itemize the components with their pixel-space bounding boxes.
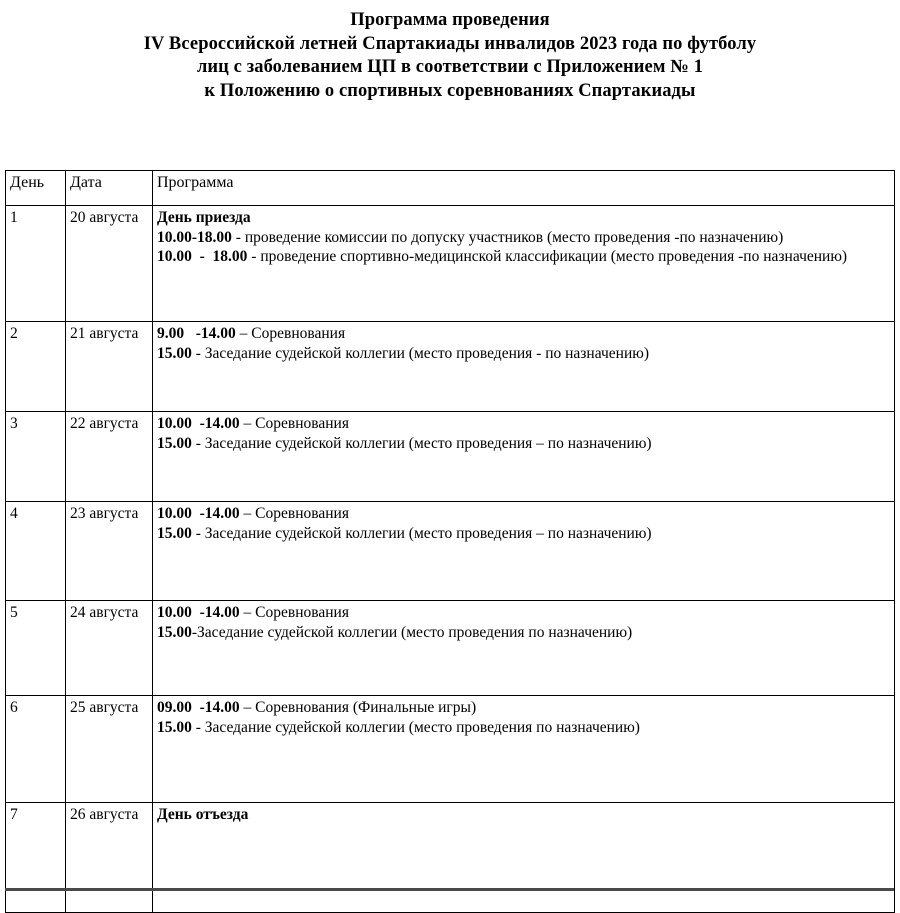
- cell-program: [153, 803, 895, 913]
- cell-day: 3: [6, 412, 66, 502]
- program-line-emphasis: 10.00 -14.00: [157, 505, 240, 522]
- cell-day: 6: [6, 696, 66, 803]
- cell-program: [153, 502, 895, 601]
- program-line: [157, 324, 891, 344]
- program-line-text: - проведение спортивно-медицинской классификации (место проведения -по назначению): [247, 248, 848, 265]
- table-row: [6, 412, 895, 502]
- program-line-text: – Соревнования: [235, 325, 346, 342]
- table-row: [6, 803, 895, 913]
- program-table-wrapper: [5, 170, 894, 913]
- program-line-text: - проведение комиссии по допуску участников (место проведения -по назначению): [231, 228, 784, 246]
- program-line-text: - Заседание судейской коллегии (место проведения - по назначению): [191, 344, 649, 362]
- cell-date: 23 августа: [66, 502, 153, 601]
- program-line: [157, 208, 891, 228]
- program-line-text: -Заседание судейской коллегии (место проведения по назначению): [191, 623, 633, 641]
- program-line-text: – Соревнования: [239, 415, 349, 432]
- program-line: [157, 718, 891, 738]
- cell-date: 22 августа: [66, 412, 153, 502]
- cell-program: [153, 601, 895, 696]
- program-line-emphasis: 10.00 -14.00: [157, 604, 240, 621]
- program-line-emphasis: 10.00 - 18.00: [157, 248, 248, 265]
- cell-program: [153, 322, 895, 412]
- title-line-4: к Положению о спортивных соревнованиях Спартакиады: [204, 80, 696, 101]
- program-line: [157, 247, 891, 267]
- program-line-text: – Соревнования: [239, 604, 349, 621]
- column-header-program: Программа: [153, 171, 895, 206]
- program-line-emphasis: 15.00: [157, 344, 192, 362]
- program-line-emphasis: 9.00 -14.00: [157, 325, 236, 342]
- program-line-emphasis: 15.00: [157, 524, 192, 542]
- program-line-text: - Заседание судейской коллегии (место проведения – по назначению): [191, 524, 652, 542]
- column-header-date: Дата: [66, 171, 153, 206]
- cell-date: 24 августа: [66, 601, 153, 696]
- table-row: [6, 206, 895, 322]
- program-line: [157, 504, 891, 524]
- program-line: [157, 344, 891, 364]
- title-line-3: лиц с заболеванием ЦП в соответствии с Приложением № 1: [196, 57, 704, 77]
- table-header: [6, 171, 895, 206]
- document-title: [0, 0, 900, 103]
- cell-day: 5: [6, 601, 66, 696]
- table-row: [6, 601, 895, 696]
- table-row: [6, 502, 895, 601]
- program-line: [157, 623, 891, 643]
- table-row: [6, 696, 895, 803]
- program-line: [157, 524, 891, 544]
- page-bottom-rule: [5, 888, 894, 891]
- program-line-emphasis: День отъезда: [157, 806, 249, 823]
- program-line: [157, 228, 891, 248]
- program-line-emphasis: 15.00: [157, 623, 192, 641]
- table-header-row: [6, 171, 895, 206]
- program-line-emphasis: 09.00 -14.00: [157, 699, 240, 716]
- title-line-2: IV Всероссийской летней Спартакиады инвалидов 2023 года по футболу: [143, 33, 757, 54]
- cell-date: 20 августа: [66, 206, 153, 322]
- cell-date: 25 августа: [66, 696, 153, 803]
- program-line: [157, 603, 891, 623]
- program-line: [157, 805, 891, 825]
- cell-program: [153, 412, 895, 502]
- program-table: [5, 170, 895, 913]
- program-line-emphasis: День приезда: [157, 209, 251, 226]
- program-line-emphasis: 10.00-18.00: [157, 228, 232, 246]
- table-row: [6, 322, 895, 412]
- title-line-1: Программа проведения: [350, 10, 550, 30]
- program-line: [157, 698, 891, 718]
- cell-date: 21 августа: [66, 322, 153, 412]
- program-line-text: - Заседание судейской коллегии (место проведения – по назначению): [191, 434, 652, 452]
- program-line-text: – Соревнования: [239, 505, 349, 522]
- program-line-text: – Соревнования (Финальные игры): [239, 699, 477, 716]
- program-line-emphasis: 15.00: [157, 718, 192, 736]
- cell-program: [153, 696, 895, 803]
- cell-day: 1: [6, 206, 66, 322]
- program-line-emphasis: 10.00 -14.00: [157, 415, 240, 432]
- program-line: [157, 414, 891, 434]
- cell-day: 7: [6, 803, 66, 913]
- program-line-emphasis: 15.00: [157, 434, 192, 452]
- program-line: [157, 434, 891, 454]
- cell-day: 4: [6, 502, 66, 601]
- table-body: [6, 206, 895, 913]
- cell-date: 26 августа: [66, 803, 153, 913]
- cell-program: [153, 206, 895, 322]
- column-header-day: День: [6, 171, 66, 206]
- cell-day: 2: [6, 322, 66, 412]
- program-line-text: - Заседание судейской коллегии (место проведения по назначению): [191, 718, 640, 736]
